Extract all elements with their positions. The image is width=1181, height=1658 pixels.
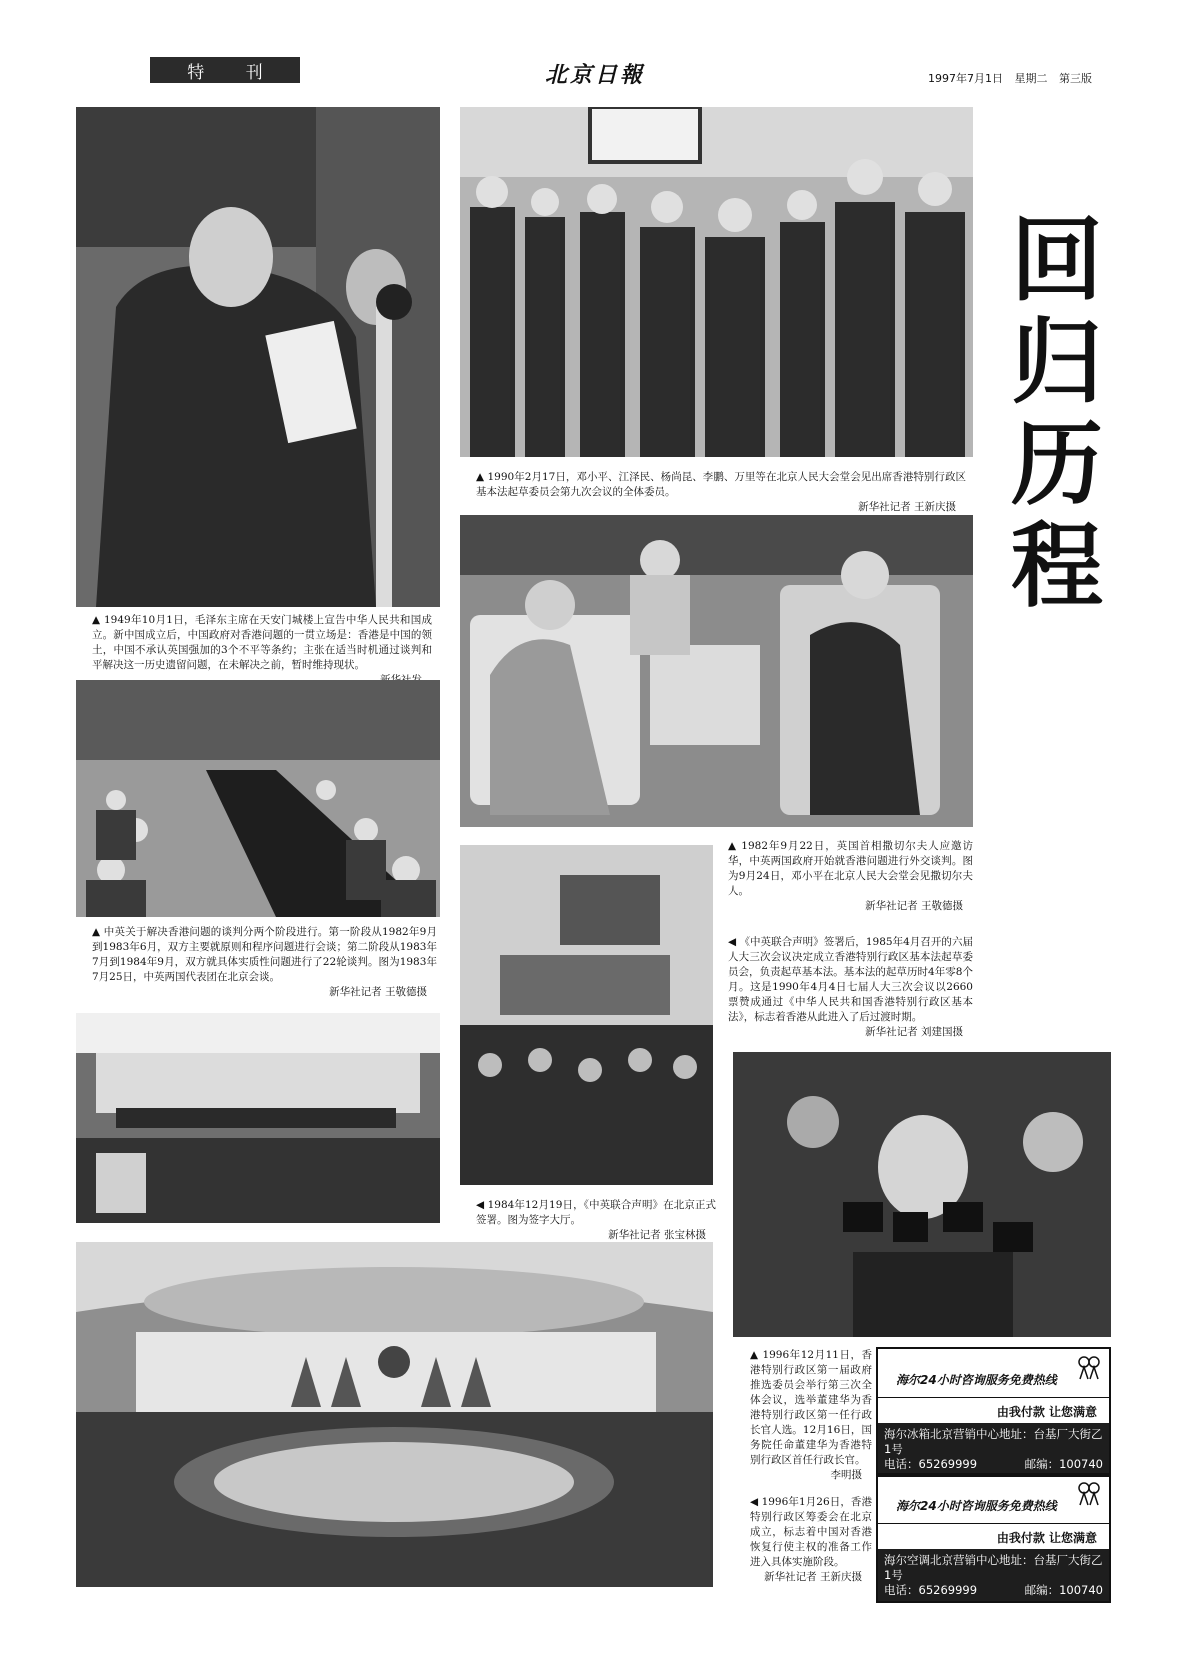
photo-credit: 新华社记者 王敬德摄 bbox=[329, 986, 427, 998]
photo-1996-tung-chee-hwa bbox=[733, 1052, 1111, 1337]
ad-slogan: 由我付款 让您满意 bbox=[996, 1405, 1097, 1419]
ad-postcode: 邮编：100740 bbox=[1024, 1583, 1103, 1597]
feature-title-char: 回 bbox=[1010, 207, 1103, 314]
haier-brothers-mascot-icon bbox=[1075, 1479, 1103, 1507]
caption-text: ◀ 1996年1月26日，香港特别行政区筹委会在北京成立，标志着中国对香港恢复行使主权的准备工作进入具体实施阶段。 bbox=[750, 1496, 872, 1568]
photo-great-hall-assembly bbox=[76, 1242, 713, 1587]
haier-aircon-ad bbox=[876, 1473, 1111, 1603]
caption-text: ◀ 《中英联合声明》签署后，1985年4月召开的六届人大三次会议决定成立香港特别行政区基本法起草委员会，负责起草基本法。基本法的起草历时4年零8个月。这是1990年4月4日七届人大三次会议以2660票赞成通过《中华人民共和国香港特别行政区基本法》，标志着香港从此进入了后过渡时期。 bbox=[728, 936, 973, 1023]
page-number: 第三版 bbox=[1059, 72, 1092, 85]
caption-text: ◀ 1984年12月19日，《中英联合声明》在北京正式签署。图为签字大厅。 bbox=[476, 1199, 716, 1226]
issue-weekday: 星期二 bbox=[1014, 72, 1048, 85]
photo-credit: 新华社记者 王新庆摄 bbox=[764, 1571, 862, 1583]
caption-1984 bbox=[476, 1198, 716, 1243]
ad-phone: 电话：65269999 bbox=[884, 1457, 978, 1471]
caption-1983 bbox=[92, 925, 437, 1000]
caption-text: ▲ 1996年12月11日，香港特别行政区第一届政府推选委员会举行第三次全体会议，选举董建华为香港特别行政区第一任行政长官人选。12月16日，国务院任命董建华为香港特别行政区首任行政长官。 bbox=[750, 1349, 872, 1466]
photo-1949-founding bbox=[76, 107, 440, 607]
ad-address: 海尔空调北京营销中心地址：台基厂大街乙1号 bbox=[884, 1553, 1103, 1582]
ad-slogan: 由我付款 让您满意 bbox=[996, 1531, 1097, 1545]
photo-1983-sino-british-talks bbox=[76, 680, 440, 917]
ad-postcode: 邮编：100740 bbox=[1024, 1457, 1103, 1471]
photo-npc-basic-law-vote bbox=[76, 1013, 440, 1223]
section-tag: 特 刊 bbox=[150, 57, 300, 83]
ad-hotline: 海尔24小时咨询服务免费热线 bbox=[896, 1499, 1057, 1513]
haier-brothers-mascot-icon bbox=[1075, 1353, 1103, 1381]
ad-header bbox=[878, 1349, 1109, 1398]
ad-address: 海尔冰箱北京营销中心地址：台基厂大街乙1号 bbox=[884, 1427, 1103, 1456]
feature-title bbox=[1002, 207, 1112, 620]
issue-date: 1997年7月1日 bbox=[928, 72, 1003, 85]
ad-hotline: 海尔24小时咨询服务免费热线 bbox=[896, 1373, 1057, 1387]
caption-1990 bbox=[476, 470, 966, 515]
photo-credit: 新华社记者 张宝林摄 bbox=[608, 1229, 706, 1241]
haier-fridge-ad bbox=[876, 1347, 1111, 1477]
photo-1982-thatcher-visit bbox=[460, 515, 973, 827]
caption-1982 bbox=[728, 839, 973, 914]
feature-title-char: 程 bbox=[1010, 513, 1103, 620]
photo-1990-basic-law-committee bbox=[460, 107, 973, 457]
photo-credit: 李明摄 bbox=[830, 1469, 862, 1481]
photo-credit: 新华社记者 王新庆摄 bbox=[858, 501, 956, 513]
newspaper-masthead: 北京日報 bbox=[544, 62, 645, 88]
dateline bbox=[920, 70, 1092, 86]
caption-1996-jan bbox=[750, 1495, 872, 1585]
photo-credit: 新华社记者 刘建国摄 bbox=[865, 1026, 963, 1038]
caption-text: ▲ 1982年9月22日，英国首相撒切尔夫人应邀访华，中英两国政府开始就香港问题进行外交谈判。图为9月24日，邓小平在北京人民大会堂会见撒切尔夫人。 bbox=[728, 840, 973, 897]
caption-1985 bbox=[728, 935, 973, 1040]
ad-address-block bbox=[878, 1423, 1109, 1475]
ad-address-block bbox=[878, 1549, 1109, 1601]
caption-1949 bbox=[92, 613, 432, 688]
caption-text: ▲ 1990年2月17日，邓小平、江泽民、杨尚昆、李鹏、万里等在北京人民大会堂会见出席香港特别行政区基本法起草委员会第九次会议的全体委员。 bbox=[476, 471, 966, 498]
photo-1984-joint-declaration bbox=[460, 845, 713, 1185]
feature-title-char: 归 bbox=[1010, 309, 1103, 416]
ad-phone: 电话：65269999 bbox=[884, 1583, 978, 1597]
photo-credit: 新华社记者 王敬德摄 bbox=[865, 900, 963, 912]
feature-title-char: 历 bbox=[1010, 411, 1103, 518]
ad-header bbox=[878, 1475, 1109, 1524]
caption-text: ▲ 1949年10月1日，毛泽东主席在天安门城楼上宣告中华人民共和国成立。新中国成立后，中国政府对香港问题的一贯立场是：香港是中国的领土，中国不承认英国强加的3个不平等条约；主张在适当时机通过谈判和平解决这一历史遗留问题，在未解决之前，暂时维持现状。 bbox=[92, 614, 432, 671]
caption-text: ▲ 中英关于解决香港问题的谈判分两个阶段进行。第一阶段从1982年9月到1983年6月，双方主要就原则和程序问题进行会谈；第二阶段从1983年7月到1984年9月，双方就具体实质性问题进行了22轮谈判。图为1983年7月25日，中英两国代表团在北京会谈。 bbox=[92, 926, 437, 983]
caption-1996-dec bbox=[750, 1348, 872, 1483]
